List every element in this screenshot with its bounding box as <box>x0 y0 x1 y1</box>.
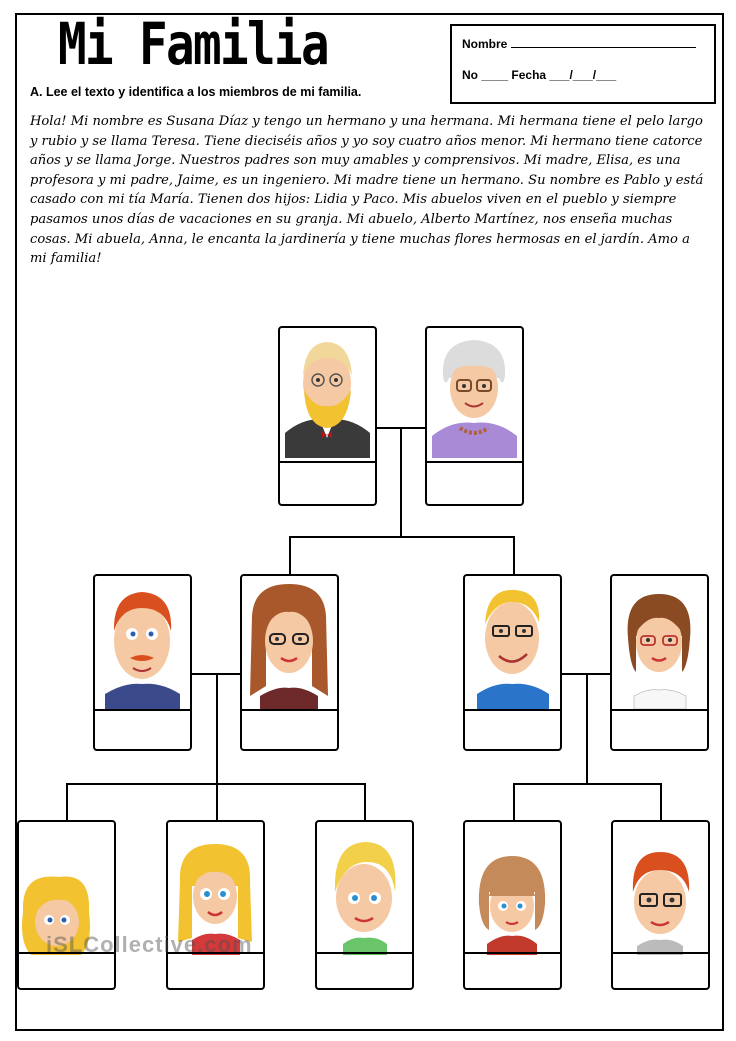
aunt-icon <box>612 576 707 709</box>
label-line <box>242 709 337 711</box>
card-child-1 <box>17 820 116 990</box>
card-grandfather <box>278 326 377 506</box>
mother-icon <box>242 576 337 709</box>
parents-drop <box>289 536 291 574</box>
watermark: iSLCollective.com <box>46 932 253 957</box>
grandparents-stem <box>400 427 402 538</box>
card-mother <box>240 574 339 751</box>
label-line <box>280 461 375 463</box>
grandmother-icon <box>427 328 522 463</box>
card-aunt <box>610 574 709 751</box>
name-row <box>462 36 696 51</box>
card-uncle <box>463 574 562 751</box>
uncle-drop <box>513 536 515 574</box>
name-label: Nombre <box>462 37 508 51</box>
label-line <box>612 709 707 711</box>
grandfather-icon <box>280 328 375 463</box>
generation-bar <box>289 536 515 538</box>
label-line <box>465 709 560 711</box>
child1-drop <box>66 783 68 821</box>
label-line <box>95 709 190 711</box>
number-label: No <box>462 68 478 82</box>
card-father <box>93 574 192 751</box>
date-label: Fecha <box>511 68 547 82</box>
student-info-box <box>450 24 716 104</box>
parents-stem <box>216 673 218 785</box>
father-icon <box>95 576 190 709</box>
card-child-3 <box>315 820 414 990</box>
child2-drop <box>216 783 218 821</box>
card-cousin-2 <box>611 820 710 990</box>
label-line <box>427 461 522 463</box>
number-date-row <box>462 68 616 82</box>
girl-icon <box>465 822 560 955</box>
name-field[interactable] <box>511 36 696 48</box>
label-line <box>465 952 560 954</box>
boy-icon <box>613 822 708 955</box>
boy-icon <box>317 822 412 955</box>
page-title: Mi Familia <box>58 10 328 78</box>
uncle-stem <box>586 673 588 785</box>
story-text: Hola! Mi nombre es Susana Díaz y tengo un hermano y una hermana. Mi hermana tiene el pelo largo y rubio y se llama Teresa. Tiene dieciséis años y yo soy cuatro años menor. Mi hermano tiene catorce años y se llama Jorge. Nuestros padres son muy amables y comprensivos. Mi madre, Elisa, es una profesora y mi padre, Jaime, es un ingeniero. Mi madre tiene un hermano. Su nombre es Pablo y está casado con mi tía María. Tienen dos hijos: Lidia y Paco. Mis abuelos viven en el pueblo y siempre pasamos unos días de vacaciones en su granja. Mi abuelo, Alberto Martínez, nos enseña muchas cosas. Mi abuela, Anna, le encanta la jardinería y tiene muchas flores hermosas en el jardín. Amo a mi familia! <box>30 114 704 267</box>
label-line <box>613 952 708 954</box>
label-line <box>317 952 412 954</box>
number-field[interactable]: ____ <box>481 68 509 82</box>
cousins-bar <box>513 783 662 785</box>
card-grandmother <box>425 326 524 506</box>
instruction: A. Lee el texto y identifica a los miembros de mi familia. <box>30 85 362 99</box>
cousin2-drop <box>660 783 662 821</box>
card-child-2 <box>166 820 265 990</box>
cousin1-drop <box>513 783 515 821</box>
child3-drop <box>364 783 366 821</box>
card-cousin-1 <box>463 820 562 990</box>
date-field[interactable]: ___/___/___ <box>549 68 617 82</box>
uncle-icon <box>465 576 560 709</box>
